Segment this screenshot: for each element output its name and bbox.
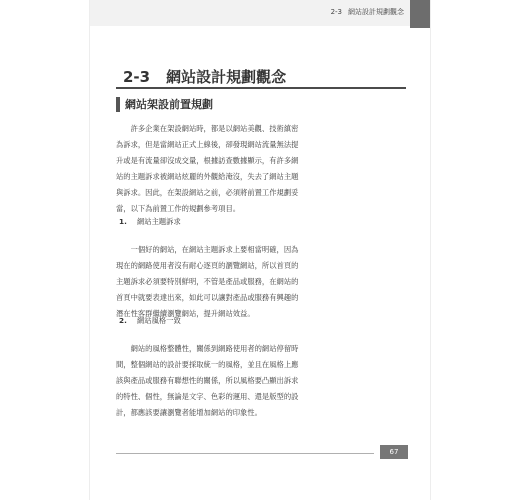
paragraph-line: 的特性、個性，無論是文字、色彩的運用、還是版型的設 bbox=[116, 392, 299, 401]
subsection-heading-2 bbox=[119, 316, 181, 328]
header-section-title: 網站設計規劃觀念 bbox=[348, 8, 404, 16]
paragraph-line: 站的主題訴求被網站炫麗的外觀給淹沒，失去了網站主題 bbox=[116, 172, 299, 181]
paragraph-line: 該與產品或服務有聯想性的關係，所以風格要凸顯出訴求 bbox=[116, 376, 299, 385]
paragraph-line: 一個好的網站，在網站主題訴求上要相當明確，因為 bbox=[130, 245, 299, 254]
section-heading-text: 網站架設前置規劃 bbox=[125, 98, 213, 111]
subsection-title: 網站主題訴求 bbox=[137, 217, 181, 226]
paragraph-line: 首頁中就要表達出來，如此可以讓對產品或服務有興趣的 bbox=[116, 293, 299, 302]
subsection-paragraph-1 bbox=[116, 242, 411, 322]
intro-paragraph bbox=[116, 121, 411, 217]
running-header-text bbox=[331, 7, 404, 17]
subsection-number: 1. bbox=[119, 217, 127, 226]
chapter-title bbox=[123, 66, 383, 87]
subsection-title: 網站風格一致 bbox=[137, 316, 181, 325]
subsection-paragraph-2 bbox=[116, 341, 411, 421]
paragraph-line: 計，都應該要讓瀏覽者能增加網站的印象性。 bbox=[116, 408, 262, 417]
subsection-number: 2. bbox=[119, 316, 127, 325]
subsection-heading-1 bbox=[119, 217, 181, 229]
footer-rule bbox=[116, 453, 374, 454]
chapter-title-text: 網站設計規劃觀念 bbox=[166, 68, 287, 86]
paragraph-line: 網站的風格整體性，關係到網路使用者的網站停留時 bbox=[130, 344, 299, 353]
paragraph-line: 為訴求，但是當網站正式上線後，卻發現網站流量無法提 bbox=[116, 140, 299, 149]
page-number: 67 bbox=[380, 445, 408, 459]
section-marker-bar bbox=[116, 97, 120, 112]
paragraph-line: 與訴求。因此，在架設網站之前，必須將前置工作規劃妥 bbox=[116, 188, 299, 197]
header-section-number: 2-3 bbox=[330, 8, 342, 16]
paragraph-line: 主題訴求必須要特別鮮明，不管是產品或服務，在網站的 bbox=[116, 277, 299, 286]
running-header bbox=[90, 0, 430, 26]
paragraph-line: 現在的網路使用者沒有耐心逐頁的瀏覽網站，所以首頁的 bbox=[116, 261, 299, 270]
paragraph-line: 升或是有流量卻沒成交量，根據訪查數據顯示，有許多網 bbox=[116, 156, 299, 165]
chapter-side-tab bbox=[410, 0, 430, 28]
paragraph-line: 潛在性客群繼續瀏覽網站，提升網站效益。 bbox=[116, 309, 255, 318]
paragraph-line: 間，整個網站的設計要採取統一的風格，並且在風格上應 bbox=[116, 360, 299, 369]
paragraph-line: 當，以下為前置工作的規劃參考項目。 bbox=[116, 204, 241, 213]
section-heading bbox=[116, 96, 213, 112]
title-underline bbox=[116, 87, 406, 89]
chapter-number: 2-3 bbox=[123, 68, 151, 86]
paragraph-line: 許多企業在架設網站時，都是以網站美觀、技術縝密 bbox=[130, 124, 299, 133]
